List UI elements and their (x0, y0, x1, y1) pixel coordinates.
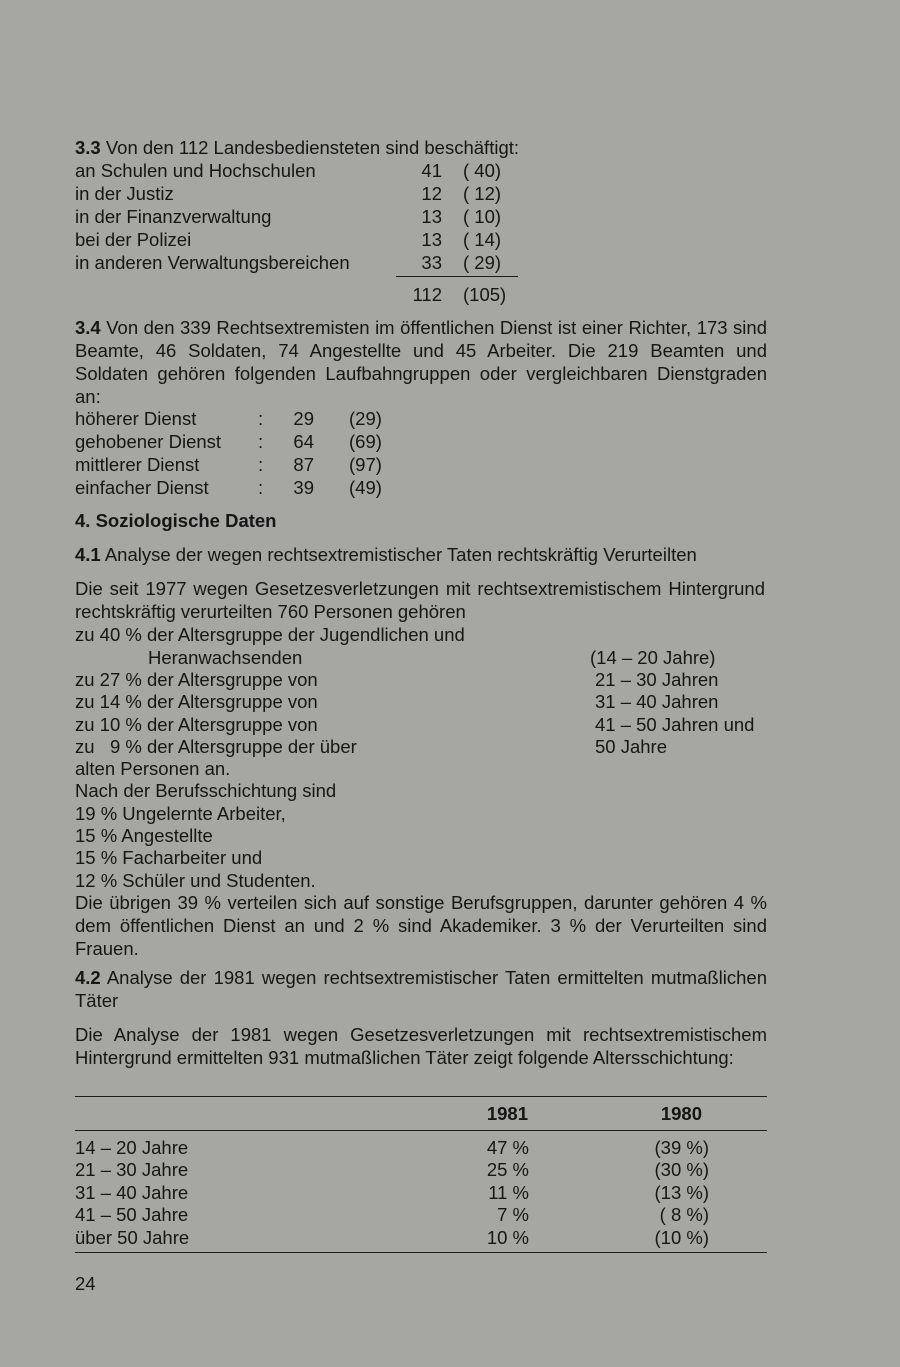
age-line: zu 10 % der Altersgruppe von (75, 714, 318, 735)
career-label: höherer Dienst (75, 408, 197, 429)
table-row-label: 21 – 30 Jahre (75, 1159, 189, 1180)
table-cell-1980: (13 %) (654, 1182, 709, 1203)
column-header-1981: 1981 (486, 1103, 528, 1124)
age-line: zu 40 % der Altersgruppe der Jugendlichen und (75, 624, 465, 645)
employment-value: 12 (421, 183, 442, 204)
age-line: alten Personen an. (75, 758, 231, 779)
colon: : (258, 454, 264, 475)
employment-value: 13 (421, 206, 442, 227)
colon: : (258, 408, 264, 429)
career-prev: (69) (349, 431, 382, 452)
column-header-1980: 1980 (660, 1103, 702, 1124)
employment-total-prev: (105) (463, 284, 507, 305)
employment-prev: ( 29) (463, 252, 502, 273)
section-3-3-heading (75, 136, 519, 159)
table-cell-1980: (39 %) (654, 1137, 709, 1158)
age-range: (14 – 20 Jahre) (590, 647, 716, 668)
career-prev: (97) (349, 454, 382, 475)
table-cell-1980: (30 %) (654, 1159, 709, 1180)
section-4-1-intro: Die seit 1977 wegen Gesetzesverletzungen mit rechtsextremistischem Hintergrund rechtskräftig verurteilten 760 Personen gehören (75, 578, 765, 622)
employment-prev: ( 10) (463, 206, 502, 227)
age-line: zu 9 % der Altersgruppe der über (75, 736, 357, 757)
table-header-rule (75, 1130, 767, 1131)
occupation-line: 19 % Ungelernte Arbeiter, (75, 803, 286, 824)
employment-value: 41 (421, 160, 442, 181)
table-row-label: 14 – 20 Jahre (75, 1137, 189, 1158)
employment-label: bei der Polizei (75, 229, 192, 250)
paragraph-text: Von den 339 Rechtsextremisten im öffentlichen Dienst ist einer Richter, 173 sind Beamte, 46 Soldaten, 74 Angestellte und 45 Arbeiter. Die 219 Beamten und Soldaten gehören folgenden Laufbahngruppen oder vergleichbaren Dienstgraden an: (75, 317, 767, 407)
employment-value: 13 (421, 229, 442, 250)
table-cell-1980: ( 8 %) (659, 1204, 709, 1225)
career-label: mittlerer Dienst (75, 454, 200, 475)
career-value: 39 (293, 477, 314, 498)
employment-label: in der Justiz (75, 183, 174, 204)
career-value: 64 (293, 431, 314, 452)
employment-total: 112 (412, 284, 442, 305)
employment-prev: ( 14) (463, 229, 502, 250)
employment-label: an Schulen und Hochschulen (75, 160, 316, 181)
section-number: 3.3 (75, 137, 101, 158)
employment-value: 33 (421, 252, 442, 273)
age-line: zu 27 % der Altersgruppe von (75, 669, 318, 690)
colon: : (258, 477, 264, 498)
occupation-line: 15 % Angestellte (75, 825, 213, 846)
table-cell-1981: 7 % (497, 1204, 529, 1225)
table-bottom-rule (75, 1252, 767, 1253)
section-4-heading: 4. Soziologische Daten (75, 510, 277, 531)
section-number: 4.1 (75, 544, 101, 565)
career-label: gehobener Dienst (75, 431, 222, 452)
table-cell-1981: 10 % (486, 1227, 529, 1248)
employment-label: in anderen Verwaltungsbereichen (75, 252, 350, 273)
section-number: 4.2 (75, 967, 101, 988)
section-4-1-heading (75, 543, 697, 566)
career-prev: (49) (349, 477, 382, 498)
section-3-4-paragraph (75, 316, 767, 408)
colon: : (258, 431, 264, 452)
sum-rule (396, 276, 518, 277)
occupation-line: Nach der Berufsschichtung sind (75, 780, 337, 801)
section-title: Analyse der wegen rechtsextremistischer Taten rechtskräftig Verurteilten (104, 544, 697, 565)
age-range: 21 – 30 Jahren (595, 669, 719, 690)
employment-prev: ( 40) (463, 160, 502, 181)
career-prev: (29) (349, 408, 382, 429)
career-value: 87 (293, 454, 314, 475)
age-line: zu 14 % der Altersgruppe von (75, 691, 318, 712)
employment-prev: ( 12) (463, 183, 502, 204)
age-line: Heranwachsenden (148, 647, 303, 668)
table-cell-1981: 25 % (486, 1159, 529, 1180)
section-title: Analyse der 1981 wegen rechtsextremistischer Taten ermittelten mutmaßlichen Täter (75, 967, 768, 1011)
section-title: Von den 112 Landesbediensteten sind beschäftigt: (105, 137, 520, 158)
section-4-2-intro: Die Analyse der 1981 wegen Gesetzesverletzungen mit rechtsextremistischem Hintergrund ermittelten 931 mutmaßlichen Täter zeigt folgende Altersschichtung: (75, 1024, 767, 1068)
section-4-1-rest: Die übrigen 39 % verteilen sich auf sonstige Berufsgruppen, darunter gehören 4 % dem öffentlichen Dienst an und 2 % sind Akademiker. 3 % der Verurteilten sind Frauen. (75, 892, 767, 959)
section-number: 3.4 (75, 317, 101, 338)
occupation-line: 15 % Facharbeiter und (75, 847, 263, 868)
table-row-label: über 50 Jahre (75, 1227, 190, 1248)
table-cell-1980: (10 %) (654, 1227, 709, 1248)
table-top-rule (75, 1096, 767, 1097)
career-label: einfacher Dienst (75, 477, 209, 498)
age-range: 31 – 40 Jahren (595, 691, 719, 712)
table-cell-1981: 47 % (486, 1137, 529, 1158)
section-4-2-heading (75, 966, 767, 1012)
page-number: 24 (75, 1273, 96, 1294)
career-value: 29 (293, 408, 314, 429)
age-range: 50 Jahre (595, 736, 667, 757)
table-row-label: 31 – 40 Jahre (75, 1182, 189, 1203)
age-range: 41 – 50 Jahren und (595, 714, 755, 735)
occupation-line: 12 % Schüler und Studenten. (75, 870, 316, 891)
employment-label: in der Finanzverwaltung (75, 206, 272, 227)
table-cell-1981: 11 % (488, 1182, 529, 1203)
table-row-label: 41 – 50 Jahre (75, 1204, 189, 1225)
